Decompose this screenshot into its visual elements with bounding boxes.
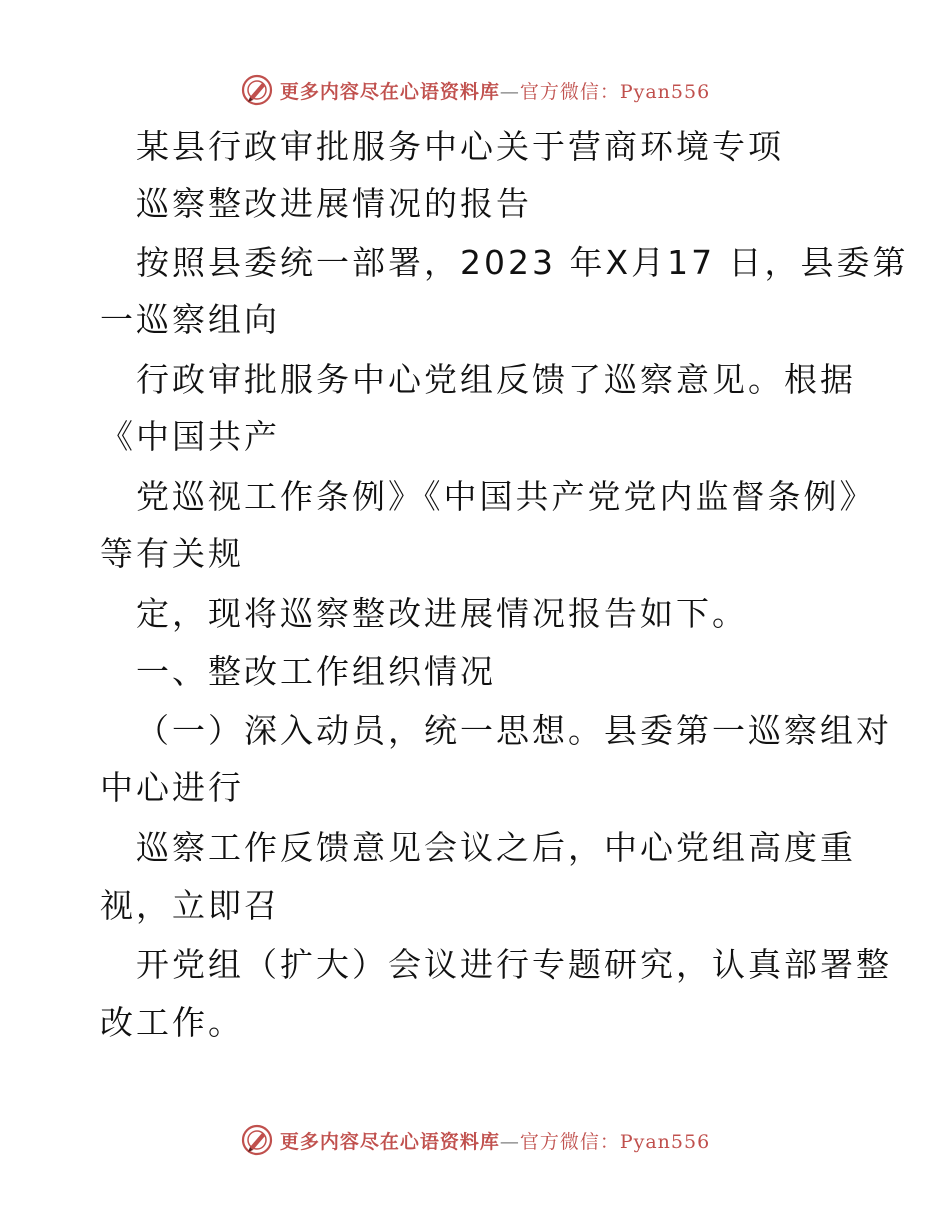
pen-nib-logo-icon — [240, 1123, 274, 1157]
paragraph-line: 中心进行 — [100, 768, 244, 807]
pen-nib-logo-icon — [240, 73, 274, 107]
paragraph-line: 党巡视工作条例》《中国共产党党内监督条例》 — [136, 477, 876, 516]
watermark-separator: — — [499, 80, 520, 103]
header-watermark — [0, 70, 950, 110]
watermark-separator: — — [499, 1130, 520, 1153]
paragraph-line: 定，现将巡察整改进展情况报告如下。 — [136, 594, 748, 633]
paragraph-line: 视，立即召 — [100, 886, 280, 925]
paragraph-line: （一）深入动员，统一思想。县委第一巡察组对 — [136, 711, 892, 750]
paragraph-line: 行政审批服务中心党组反馈了巡察意见。根据 — [136, 360, 856, 399]
paragraph-line: 按照县委统一部署，2023 年X月17 日，县委第 — [136, 243, 909, 282]
watermark-account: 官方微信：Pyan556 — [519, 80, 711, 103]
paragraph-line: 等有关规 — [100, 534, 244, 573]
paragraph-line: 改工作。 — [100, 1003, 244, 1042]
title-line-2: 巡察整改进展情况的报告 — [136, 184, 532, 223]
section-heading: 一、整改工作组织情况 — [136, 652, 496, 691]
paragraph-line: 开党组（扩大）会议进行专题研究，认真部署整 — [136, 945, 892, 984]
watermark-main: 更多内容尽在心语资料库 — [279, 80, 500, 103]
footer-watermark — [0, 1120, 950, 1160]
watermark-account: 官方微信：Pyan556 — [519, 1130, 711, 1153]
title-line-1: 某县行政审批服务中心关于营商环境专项 — [136, 127, 784, 166]
watermark-text — [280, 1127, 710, 1154]
paragraph-line: 一巡察组向 — [100, 300, 280, 339]
watermark-text — [280, 77, 710, 104]
watermark-main: 更多内容尽在心语资料库 — [279, 1130, 500, 1153]
paragraph-line: 巡察工作反馈意见会议之后，中心党组高度重 — [136, 828, 856, 867]
paragraph-line: 《中国共产 — [100, 417, 280, 456]
